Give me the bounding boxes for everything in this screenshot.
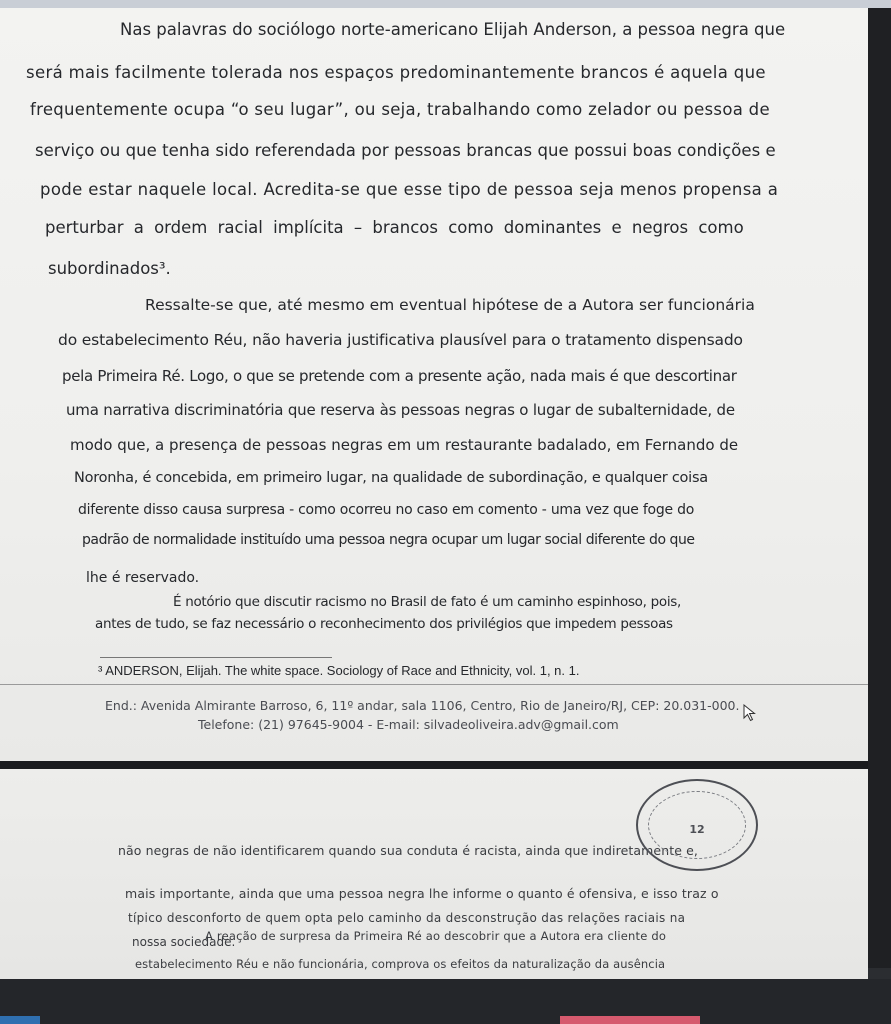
body-line: Noronha, é concebida, em primeiro lugar, na qualidade de subordinação, e qualquer coisa xyxy=(74,470,708,486)
desk-background xyxy=(0,979,891,1024)
stamp-page-number: 12 xyxy=(689,823,705,836)
body-line: típico desconforto de quem opta pelo caminho da desconstrução das relações raciais na xyxy=(128,911,686,925)
body-line: uma narrativa discriminatória que reserva às pessoas negras o lugar de subalternidade, de xyxy=(66,401,735,419)
body-line: A reação de surpresa da Primeira Ré ao descobrir que a Autora era cliente do xyxy=(205,929,667,943)
body-line: diferente disso causa surpresa - como ocorreu no caso em comento - uma vez que foge do xyxy=(78,502,695,518)
body-line: serviço ou que tenha sido referendada por pessoas brancas que possui boas condições e xyxy=(35,141,776,160)
body-line: subordinados³. xyxy=(48,259,171,278)
body-line: perturbar a ordem racial implícita – brancos como dominantes e negros como xyxy=(45,218,744,237)
footer-address: End.: Avenida Almirante Barroso, 6, 11º andar, sala 1106, Centro, Rio de Janeiro/RJ, CEP: 20.031-000. xyxy=(105,698,740,713)
taskbar-fragment xyxy=(560,1016,700,1024)
body-line: nossa sociedade. xyxy=(132,935,236,949)
body-line: será mais facilmente tolerada nos espaços predominantemente brancos é aquela que xyxy=(26,63,766,82)
body-line: pela Primeira Ré. Logo, o que se pretende com a presente ação, nada mais é que descortinar xyxy=(62,367,737,385)
footer-phone: Telefone: (21) 97645-9004 - E-mail: silvadeoliveira.adv@gmail.com xyxy=(198,717,619,732)
body-line: modo que, a presença de pessoas negras em um restaurante badalado, em Fernando de xyxy=(70,436,739,454)
body-line: mais importante, ainda que uma pessoa negra lhe informe o quanto é ofensiva, e isso traz o xyxy=(125,886,719,901)
body-line: do estabelecimento Réu, não haveria justificativa plausível para o tratamento dispensado xyxy=(58,331,743,349)
body-line: É notório que discutir racismo no Brasil de fato é um caminho espinhoso, pois, xyxy=(173,594,682,610)
body-line: estabelecimento Réu e não funcionária, comprova os efeitos da naturalização da ausência xyxy=(135,957,666,971)
screen-edge xyxy=(868,8,891,968)
body-line: padrão de normalidade instituído uma pessoa negra ocupar um lugar social diferente do que xyxy=(82,532,695,548)
footer-divider xyxy=(0,684,868,685)
body-line: lhe é reservado. xyxy=(86,570,200,586)
footnote-divider xyxy=(100,657,332,658)
body-line: frequentemente ocupa “o seu lugar”, ou seja, trabalhando como zelador ou pessoa de xyxy=(30,100,770,119)
body-line: antes de tudo, se faz necessário o reconhecimento dos privilégios que impedem pessoas xyxy=(95,616,673,632)
page-number-stamp xyxy=(636,779,758,871)
document-page-1 xyxy=(0,8,868,761)
taskbar-fragment xyxy=(0,1016,40,1024)
body-line: Ressalte-se que, até mesmo em eventual hipótese de a Autora ser funcionária xyxy=(145,296,755,314)
body-line: não negras de não identificarem quando sua conduta é racista, ainda que indiretamente e, xyxy=(118,843,698,858)
mouse-pointer-icon xyxy=(743,704,757,722)
footnote: ³ ANDERSON, Elijah. The white space. Sociology of Race and Ethnicity, vol. 1, n. 1. xyxy=(98,663,580,678)
body-line: Nas palavras do sociólogo norte-americano Elijah Anderson, a pessoa negra que xyxy=(120,20,786,39)
body-line: pode estar naquele local. Acredita-se que esse tipo de pessoa seja menos propensa a xyxy=(40,180,779,199)
page-gap xyxy=(0,761,868,769)
